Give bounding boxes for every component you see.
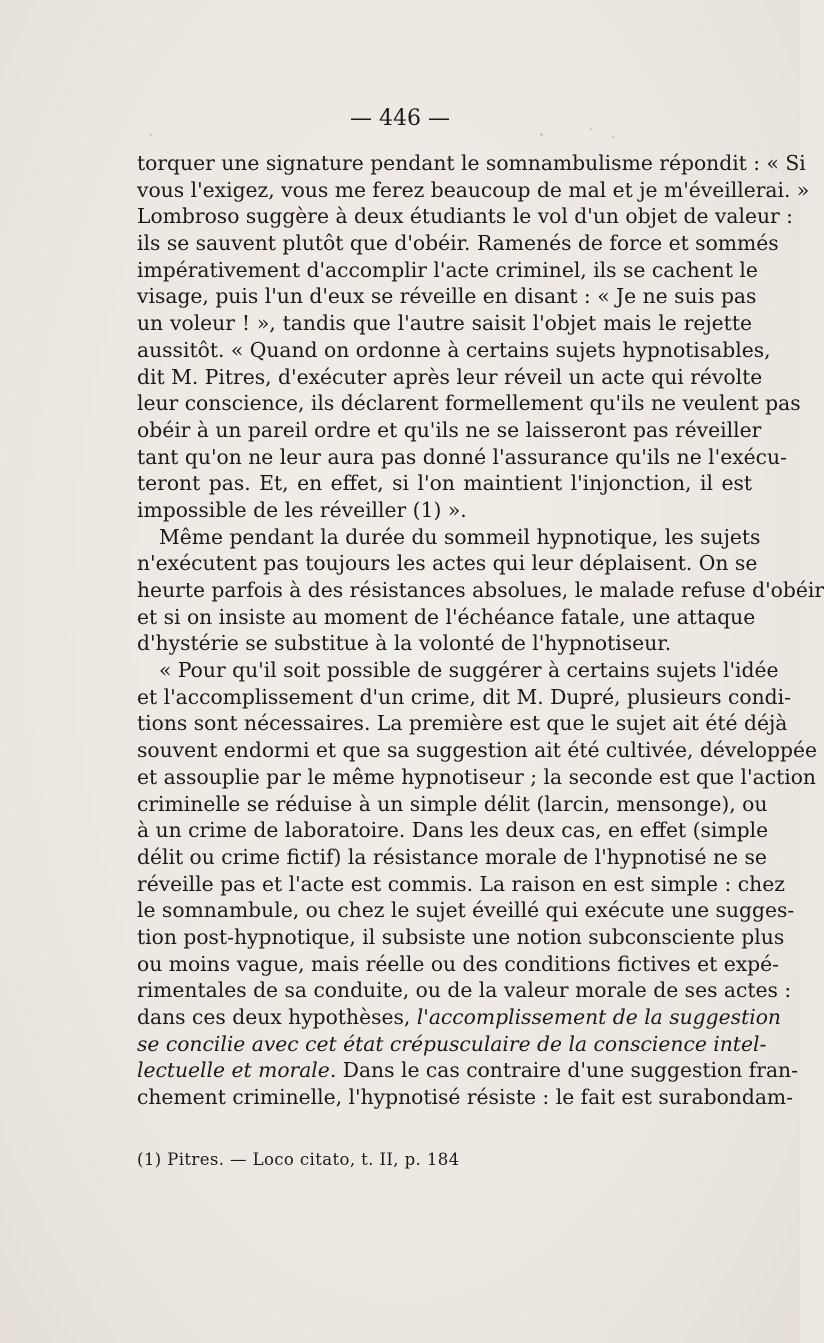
paper-speck	[590, 128, 592, 130]
text-line: délit ou crime fictif) la résistance morale de l'hypnotisé ne se	[137, 844, 767, 869]
text-line: réveille pas et l'acte est commis. La raison en est simple : chez	[137, 871, 785, 896]
text-line: ou moins vague, mais réelle ou des conditions fictives et expé-	[137, 951, 779, 976]
text-line: vous l'exigez, vous me ferez beaucoup de mal et je m'éveillerai. »	[137, 177, 810, 202]
text-line: et l'accomplissement d'un crime, dit M. Dupré, plusieurs condi-	[137, 684, 791, 709]
text-line: aussitôt. « Quand on ordonne à certains sujets hypnotisables,	[137, 337, 771, 362]
text-line: visage, puis l'un d'eux se réveille en disant : « Je ne suis pas	[137, 284, 757, 309]
italic-text: se concilie avec cet état crépusculaire de la conscience intel-	[137, 1031, 767, 1056]
text-line: rimentales de sa conduite, ou de la valeur morale de ses actes :	[137, 978, 792, 1003]
text-line: chement criminelle, l'hypnotisé résiste : le fait est surabondam-	[137, 1085, 794, 1110]
text-segment: dans ces deux hypothèses,	[137, 1005, 417, 1029]
text-line	[137, 1004, 781, 1031]
text-line	[137, 1031, 767, 1058]
italic-text: l'accomplissement de la suggestion	[416, 1005, 781, 1029]
italic-text: lectuelle et morale	[137, 1058, 330, 1083]
text-line: obéir à un pareil ordre et qu'ils ne se laisseront pas réveiller	[137, 417, 762, 442]
footnote: (1) Pitres. — Loco citato, t. II, p. 184	[137, 1150, 460, 1169]
body-text	[137, 150, 824, 1111]
text-line	[137, 1057, 798, 1084]
text-line: « Pour qu'il soit possible de suggérer à certains sujets l'idée	[159, 658, 779, 683]
text-line: tant qu'on ne leur aura pas donné l'assurance qu'ils ne l'exécu-	[137, 444, 787, 469]
page-number: — 446 —	[350, 106, 450, 131]
text-line: souvent endormi et que sa suggestion ait été cultivée, développée	[137, 738, 817, 763]
text-line: teront pas. Et, en effet, si l'on maintient l'injonction, il est	[137, 471, 752, 496]
text-line: d'hystérie se substitue à la volonté de l'hypnotiseur.	[137, 631, 672, 656]
text-line: le somnambule, ou chez le sujet éveillé qui exécute une sugges-	[137, 898, 795, 923]
text-line: un voleur ! », tandis que l'autre saisit l'objet mais le rejette	[137, 311, 752, 336]
text-line: et assouplie par le même hypnotiseur ; la seconde est que l'action	[137, 764, 816, 789]
text-line: n'exécutent pas toujours les actes qui leur déplaisent. On se	[137, 551, 758, 576]
text-segment: . Dans le cas contraire d'une suggestion fran-	[329, 1058, 798, 1083]
paper-speck	[612, 136, 614, 138]
text-line: tions sont nécessaires. La première est que le sujet ait été déjà	[137, 711, 788, 736]
text-line: impossible de les réveiller (1) ».	[137, 497, 467, 522]
text-line: Même pendant la durée du sommeil hypnotique, les sujets	[159, 524, 761, 549]
text-line: et si on insiste au moment de l'échéance fatale, une attaque	[137, 604, 756, 629]
text-line: torquer une signature pendant le somnambulisme répondit : « Si	[137, 151, 806, 175]
text-line: criminelle se réduise à un simple délit (larcin, mensonge), ou	[137, 791, 768, 816]
paper-speck	[150, 134, 152, 136]
paper-speck	[540, 133, 543, 136]
text-line: impérativement d'accomplir l'acte criminel, ils se cachent le	[137, 257, 758, 282]
text-line: leur conscience, ils déclarent formellement qu'ils ne veulent pas	[137, 391, 801, 416]
text-line: Lombroso suggère à deux étudiants le vol d'un objet de valeur :	[137, 204, 794, 229]
text-line: heurte parfois à des résistances absolues, le malade refuse d'obéir	[137, 578, 824, 602]
text-line: ils se sauvent plutôt que d'obéir. Ramenés de force et sommés	[137, 231, 779, 256]
text-line: dit M. Pitres, d'exécuter après leur réveil un acte qui révolte	[137, 364, 763, 389]
text-line: à un crime de laboratoire. Dans les deux cas, en effet (simple	[137, 818, 769, 843]
text-line: tion post-hypnotique, il subsiste une notion subconsciente plus	[137, 924, 785, 949]
